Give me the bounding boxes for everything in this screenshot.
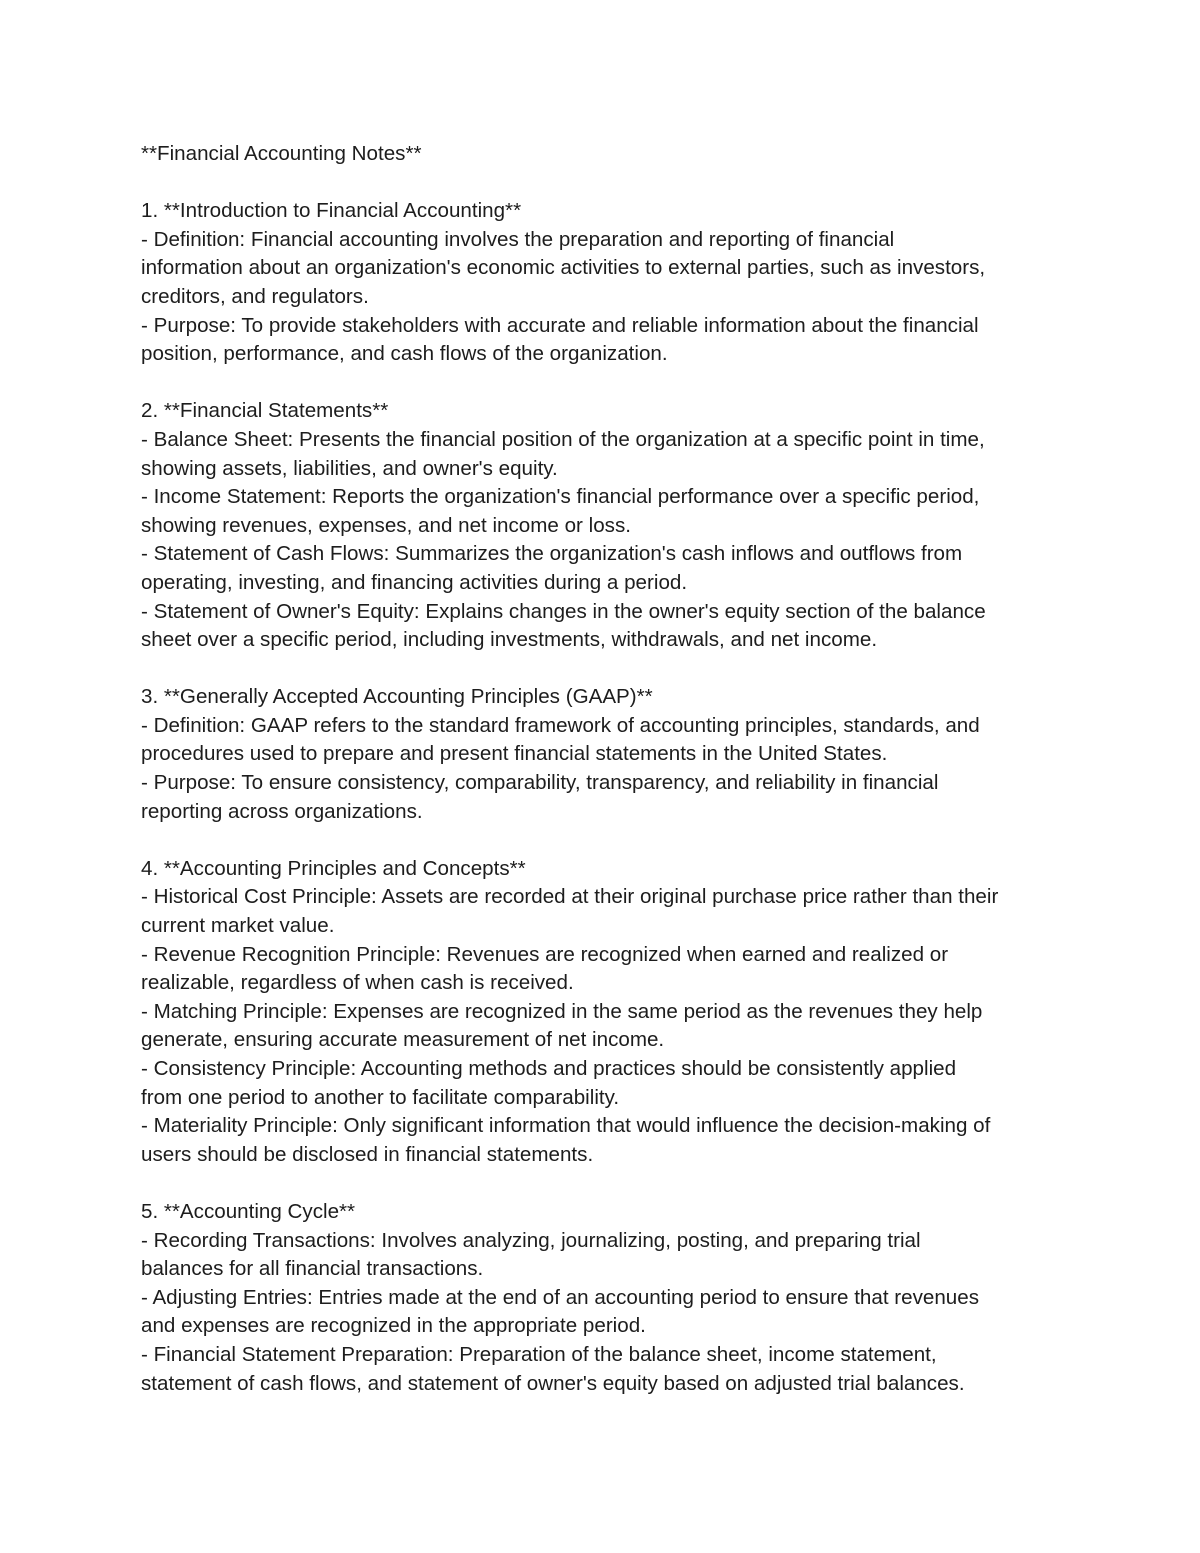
document-line: - Matching Principle: Expenses are recognized in the same period as the revenues they help: [141, 999, 983, 1023]
document-line: - Definition: GAAP refers to the standard framework of accounting principles, standards, and: [141, 713, 980, 737]
blank-line: [141, 826, 1071, 855]
document-line: - Financial Statement Preparation: Preparation of the balance sheet, income statement,: [141, 1342, 937, 1366]
blank-line: [141, 655, 1071, 684]
document-line: showing revenues, expenses, and net income or loss.: [141, 513, 631, 537]
document-line: from one period to another to facilitate comparability.: [141, 1085, 620, 1109]
blank-line: [141, 1169, 1071, 1198]
document-line: 1. **Introduction to Financial Accounting**: [141, 199, 522, 223]
blank-line: [141, 369, 1071, 398]
document-line: statement of cash flows, and statement of owner's equity based on adjusted trial balances.: [141, 1371, 965, 1395]
document-line: sheet over a specific period, including investments, withdrawals, and net income.: [141, 628, 878, 652]
document-line: - Historical Cost Principle: Assets are recorded at their original purchase price rather than their: [141, 885, 999, 909]
document-line: balances for all financial transactions.: [141, 1257, 484, 1281]
document-line: - Balance Sheet: Presents the financial position of the organization at a specific point in time,: [141, 427, 985, 451]
document-line: realizable, regardless of when cash is received.: [141, 971, 574, 995]
document-line: - Statement of Owner's Equity: Explains changes in the owner's equity section of the balance: [141, 599, 986, 623]
document-title: **Financial Accounting Notes**: [141, 142, 422, 165]
document-line: - Definition: Financial accounting involves the preparation and reporting of financial: [141, 227, 895, 251]
document-line: - Purpose: To provide stakeholders with accurate and reliable information about the financial: [141, 313, 979, 337]
document-line: - Income Statement: Reports the organization's financial performance over a specific period,: [141, 485, 980, 509]
document-line: 5. **Accounting Cycle**: [141, 1199, 356, 1223]
document-line: 2. **Financial Statements**: [141, 399, 389, 423]
document-line: showing assets, liabilities, and owner's equity.: [141, 456, 558, 480]
document-line: - Consistency Principle: Accounting methods and practices should be consistently applied: [141, 1057, 957, 1080]
document-line: generate, ensuring accurate measurement of net income.: [141, 1028, 665, 1052]
document-line: users should be disclosed in financial statements.: [141, 1142, 594, 1166]
document-body: [141, 140, 1071, 1398]
document-line: - Recording Transactions: Involves analyzing, journalizing, posting, and preparing trial: [141, 1228, 921, 1252]
document-line: position, performance, and cash flows of the organization.: [141, 342, 668, 366]
document-line: - Statement of Cash Flows: Summarizes the organization's cash inflows and outflows from: [141, 542, 963, 566]
blank-line: [141, 169, 1071, 198]
document-line: and expenses are recognized in the appropriate period.: [141, 1314, 646, 1338]
document-line: - Revenue Recognition Principle: Revenues are recognized when earned and realized or: [141, 942, 949, 966]
document-line: - Adjusting Entries: Entries made at the end of an accounting period to ensure that revenues: [141, 1285, 979, 1309]
document-line: information about an organization's economic activities to external parties, such as investors,: [141, 256, 986, 280]
document-line: procedures used to prepare and present financial statements in the United States.: [141, 742, 888, 766]
document-line: - Purpose: To ensure consistency, comparability, transparency, and reliability in financial: [141, 771, 939, 795]
document-lines: [141, 197, 1071, 1398]
document-line: 3. **Generally Accepted Accounting Principles (GAAP)**: [141, 685, 653, 709]
document-line: 4. **Accounting Principles and Concepts**: [141, 856, 526, 880]
document-line: current market value.: [141, 914, 335, 938]
document-line: - Materiality Principle: Only significant information that would influence the decision-making of: [141, 1114, 991, 1138]
document-line: reporting across organizations.: [141, 799, 423, 823]
document-line: operating, investing, and financing activities during a period.: [141, 570, 688, 594]
document-line: creditors, and regulators.: [141, 284, 369, 308]
